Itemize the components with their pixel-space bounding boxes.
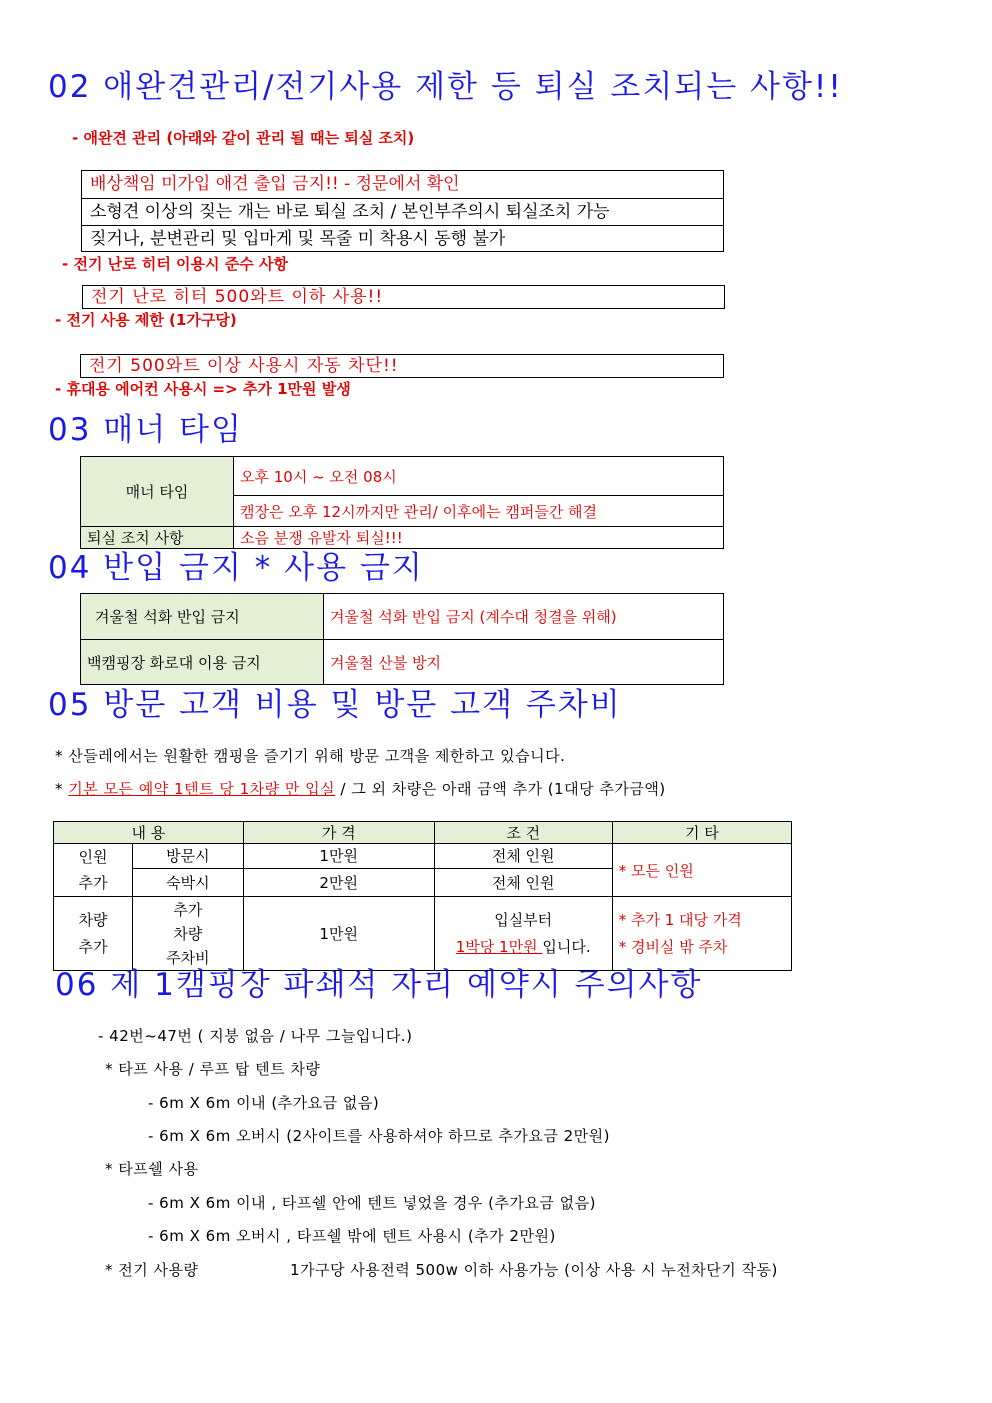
pet-rule: 배상책임 미가입 애견 출입 금지!! - 정문에서 확인 xyxy=(90,174,460,194)
pet-rule: 짖거나, 분변관리 및 입마게 및 목줄 미 착용시 동행 불가 xyxy=(82,225,723,252)
prohibited-items-table xyxy=(80,593,724,685)
vehicle-type-line: 추가 xyxy=(173,900,203,919)
heater-rule-box xyxy=(82,285,725,309)
visitor-note: * 산들레에서는 원활한 캠핑을 즐기기 위해 방문 고객을 제한하고 있습니다. xyxy=(55,747,566,765)
electric-rule: 전기 500와트 이상 사용시 자동 차단!! xyxy=(89,356,399,376)
vehicle-price: 1만원 xyxy=(243,897,434,971)
section-02-title: 02 애완견관리/전기사용 제한 등 퇴실 조치되는 사항!! xyxy=(48,69,843,105)
visit-price: 1만원 xyxy=(243,844,434,869)
prohibited-value: 겨울철 석화 반입 금지 (계수대 청결을 위해) xyxy=(324,594,724,640)
electric-rule-box xyxy=(80,354,724,378)
tarp-usage-heading: * 타프 사용 / 루프 탑 텐트 차량 xyxy=(105,1060,321,1078)
people-etc: * 모든 인원 xyxy=(612,844,791,897)
vehicle-condition xyxy=(434,897,612,971)
section-06-title: 06 제 1캠핑장 파쇄석 자리 예약시 주의사항 xyxy=(55,967,703,1003)
manner-time-table xyxy=(80,456,724,549)
pet-subheading: - 애완견 관리 (아래와 같이 관리 될 때는 퇴실 조치) xyxy=(72,129,415,147)
vehicle-note xyxy=(55,782,666,797)
vehicle-extra-label xyxy=(54,897,133,971)
visit-condition: 전체 인원 xyxy=(434,844,612,869)
vehicle-label-line: 차량 xyxy=(78,910,108,929)
people-extra-label xyxy=(54,844,133,897)
section-05-title: 05 방문 고객 비용 및 방문 고객 주차비 xyxy=(48,687,622,723)
vehicle-type-line: 주차비 xyxy=(166,948,210,967)
power-usage-value: 1가구당 사용전력 500w 이하 사용가능 (이상 사용 시 누전차단기 작동) xyxy=(290,1261,778,1279)
manner-time-label: 매너 타임 xyxy=(81,457,234,527)
tarp-shell-rule: - 6m X 6m 이내 , 타프쉘 안에 텐트 넣었을 경우 (추가요금 없음) xyxy=(148,1194,596,1212)
exit-action-label: 퇴실 조치 사항 xyxy=(81,527,234,549)
people-label-line: 추가 xyxy=(78,874,108,892)
vehicle-etc-line: * 추가 1 대당 가격 xyxy=(618,910,742,929)
vehicle-rate-suffix: 입니다. xyxy=(542,937,591,956)
manner-time-value: 오후 10시 ~ 오전 08시 xyxy=(234,457,724,496)
exit-action-value: 소음 분쟁 유발자 퇴실!!! xyxy=(234,527,724,549)
tarp-shell-heading: * 타프쉘 사용 xyxy=(105,1160,199,1178)
visit-type: 방문시 xyxy=(133,844,244,869)
stay-condition: 전체 인원 xyxy=(434,868,612,896)
visitor-fee-table xyxy=(53,821,792,971)
section-03-title: 03 매너 타임 xyxy=(48,412,243,448)
stay-price: 2만원 xyxy=(243,868,434,896)
header-content: 내 용 xyxy=(54,822,244,844)
prohibited-value: 겨울철 산불 방지 xyxy=(324,640,724,685)
prohibited-label: 백캠핑장 화로대 이용 금지 xyxy=(81,640,324,685)
vehicle-type-line: 차량 xyxy=(173,924,203,943)
site-range-note: - 42번~47번 ( 지붕 없음 / 나무 그늘입니다.) xyxy=(98,1027,413,1045)
people-label-line: 인원 xyxy=(78,848,108,866)
heater-subheading: - 전기 난로 히터 이용시 준수 사항 xyxy=(62,255,288,273)
vehicle-type xyxy=(133,897,244,971)
stay-type: 숙박시 xyxy=(133,868,244,896)
vehicle-note-highlight: 기본 모든 예약 1텐트 당 1차량 만 입실 xyxy=(68,780,336,798)
vehicle-condition-line xyxy=(441,934,606,961)
vehicle-note-rest: / 그 외 차량은 아래 금액 추가 (1대당 추가금액) xyxy=(335,780,666,798)
electric-subheading: - 전기 사용 제한 (1가구당) xyxy=(55,311,237,329)
power-usage-label: * 전기 사용량 xyxy=(105,1261,199,1279)
vehicle-label-line: 추가 xyxy=(78,937,108,956)
vehicle-rate: 1박당 1만원 xyxy=(455,937,543,956)
vehicle-note-star: * xyxy=(55,780,69,798)
section-04-title: 04 반입 금지 * 사용 금지 xyxy=(48,550,424,586)
tarp-rule: - 6m X 6m 오버시 (2사이트를 사용하셔야 하므로 추가요금 2만원) xyxy=(148,1127,610,1145)
vehicle-condition-line: 입실부터 xyxy=(494,910,553,929)
header-condition: 조 건 xyxy=(434,822,612,844)
manner-time-note: 캠장은 오후 12시까지만 관리/ 이후에는 캠퍼들간 해결 xyxy=(234,496,724,527)
pet-rules-box xyxy=(81,170,724,252)
vehicle-etc xyxy=(612,897,791,971)
vehicle-etc-line: * 경비실 밖 주차 xyxy=(618,937,728,956)
header-price: 가 격 xyxy=(243,822,434,844)
heater-rule: 전기 난로 히터 500와트 이하 사용!! xyxy=(91,287,384,307)
header-etc: 기 타 xyxy=(612,822,791,844)
prohibited-label: 겨울철 석화 반입 금지 xyxy=(81,594,324,640)
aircon-note: - 휴대용 에어컨 사용시 => 추가 1만원 발생 xyxy=(55,380,351,398)
tarp-shell-rule: - 6m X 6m 오버시 , 타프쉘 밖에 텐트 사용시 (추가 2만원) xyxy=(148,1227,556,1245)
tarp-rule: - 6m X 6m 이내 (추가요금 없음) xyxy=(148,1094,380,1112)
pet-rule: 소형견 이상의 짖는 개는 바로 퇴실 조치 / 본인부주의시 퇴실조치 가능 xyxy=(82,198,723,225)
